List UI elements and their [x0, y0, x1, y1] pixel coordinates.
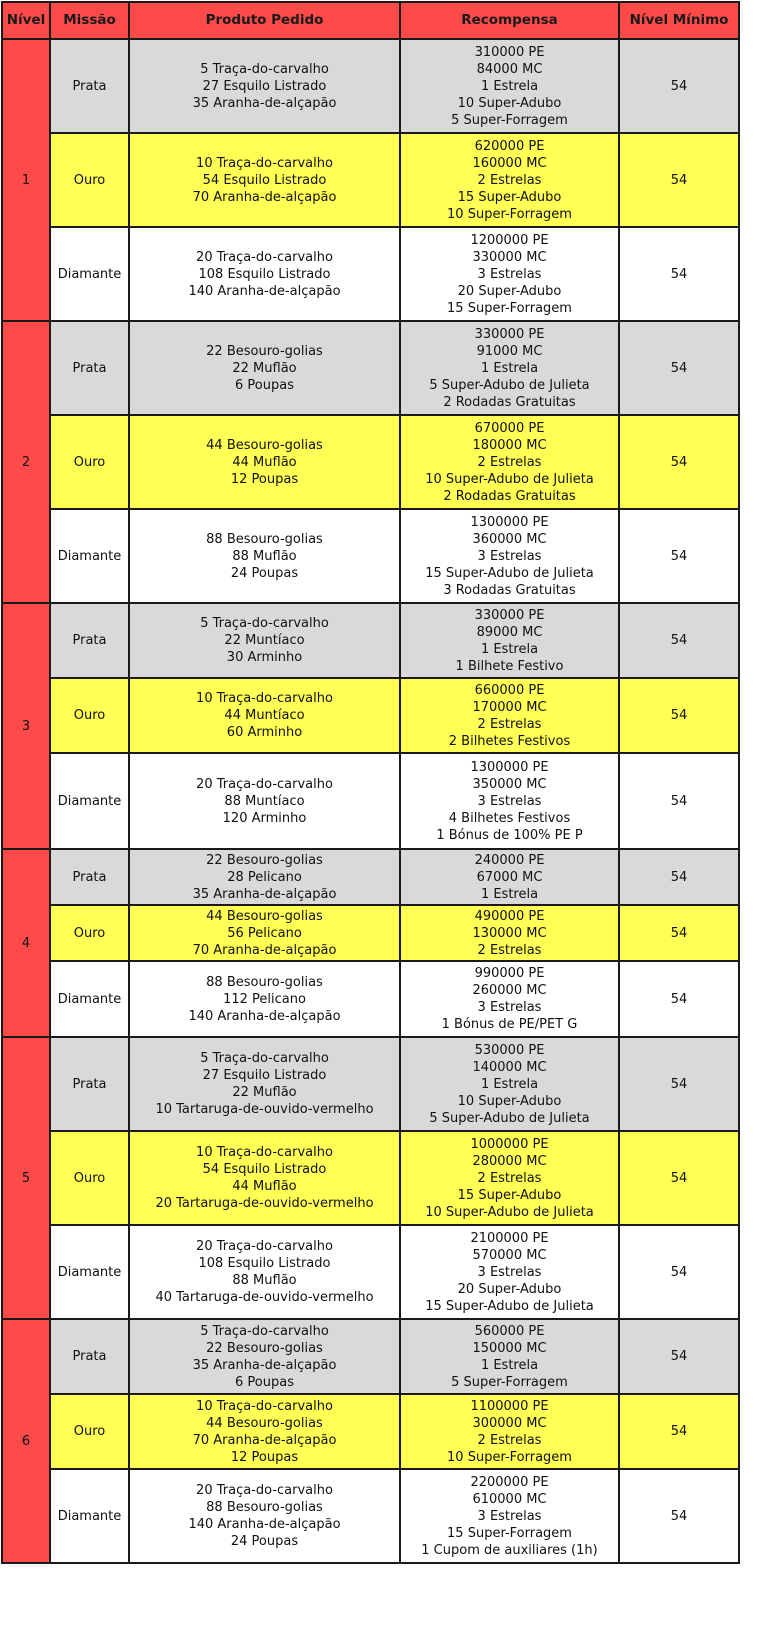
table-row [2, 1037, 739, 1131]
reward-item: 3 Estrelas [477, 1508, 542, 1524]
table-row [2, 961, 739, 1037]
product-item: 5 Traça-do-carvalho [200, 1051, 329, 1066]
product-item: 12 Poupas [230, 1449, 299, 1465]
reward-cell [400, 321, 619, 415]
reward-item: 1 Bilhete Festivo [455, 658, 564, 674]
product-item: 88 Besouro-golias [206, 531, 323, 547]
header-min-level: Nível Mínimo [619, 2, 739, 39]
reward-item: 2 Estrelas [477, 454, 542, 470]
reward-item: 160000 MC [472, 155, 547, 171]
reward-item: 15 Super-Adubo [457, 1187, 562, 1203]
min-level-cell: 54 [619, 227, 739, 321]
reward-cell [400, 849, 619, 905]
reward-item: 1 Estrela [480, 1357, 539, 1373]
reward-item: 260000 MC [472, 983, 547, 998]
header-product: Produto Pedido [129, 2, 400, 39]
reward-item: 15 Super-Forragem [447, 1525, 572, 1541]
reward-item: 20 Super-Adubo [457, 283, 562, 299]
product-item: 10 Traça-do-carvalho [196, 1398, 333, 1414]
reward-cell [400, 1037, 619, 1131]
min-level-cell: 54 [619, 961, 739, 1037]
reward-item: 3 Estrelas [477, 793, 542, 809]
product-item: 140 Aranha-de-alçapão [188, 1008, 341, 1024]
reward-item: 490000 PE [474, 908, 545, 924]
min-level-cell: 54 [619, 753, 739, 849]
product-item: 10 Tartaruga-de-ouvido-vermelho [155, 1102, 374, 1117]
product-cell [129, 1225, 400, 1319]
reward-item: 10 Super-Forragem [447, 1449, 572, 1465]
product-item: 120 Arminho [222, 810, 307, 826]
reward-item: 15 Super-Forragem [447, 300, 572, 316]
reward-item: 330000 PE [474, 607, 545, 623]
reward-item: 91000 MC [476, 343, 543, 359]
product-cell [129, 1131, 400, 1225]
product-cell [129, 39, 400, 133]
reward-item: 1 Estrela [480, 360, 539, 376]
product-item: 140 Aranha-de-alçapão [188, 283, 341, 299]
reward-item: 1300000 PE [470, 514, 549, 530]
reward-item: 3 Estrelas [477, 1000, 542, 1015]
level-cell: 3 [2, 603, 50, 849]
table-row [2, 603, 739, 678]
reward-item: 1200000 PE [470, 232, 549, 248]
product-item: 40 Tartaruga-de-ouvido-vermelho [155, 1290, 374, 1305]
mission-tier-cell: Diamante [50, 753, 129, 849]
reward-item: 1 Cupom de auxiliares (1h) [421, 1542, 598, 1558]
reward-item: 3 Estrelas [477, 266, 542, 282]
reward-item: 10 Super-Adubo [457, 1093, 562, 1109]
reward-item: 15 Super-Adubo de Julieta [425, 565, 594, 581]
min-level-cell: 54 [619, 321, 739, 415]
reward-item: 240000 PE [474, 852, 545, 868]
reward-item: 2 Estrelas [477, 172, 542, 188]
table-row [2, 321, 739, 415]
table-row [2, 753, 739, 849]
product-item: 88 Besouro-golias [206, 974, 323, 990]
reward-item: 180000 MC [472, 437, 547, 453]
reward-item: 5 Super-Adubo de Julieta [429, 377, 590, 393]
mission-tier-cell: Diamante [50, 1469, 129, 1563]
reward-item: 5 Super-Forragem [451, 1374, 568, 1390]
table-row [2, 1225, 739, 1319]
reward-item: 2 Bilhetes Festivos [448, 733, 571, 749]
table-row [2, 227, 739, 321]
product-item: 70 Aranha-de-alçapão [192, 189, 337, 205]
product-cell [129, 227, 400, 321]
reward-item: 610000 MC [472, 1491, 547, 1507]
mission-tier-cell: Ouro [50, 415, 129, 509]
product-item: 35 Aranha-de-alçapão [192, 95, 337, 111]
product-item: 112 Pelicano [223, 991, 306, 1007]
reward-item: 2 Estrelas [477, 1432, 542, 1448]
product-item: 22 Muntíaco [224, 633, 305, 648]
product-item: 108 Esquilo Listrado [198, 1256, 331, 1271]
level-cell: 4 [2, 849, 50, 1037]
level-cell: 5 [2, 1037, 50, 1319]
product-item: 20 Traça-do-carvalho [196, 1483, 333, 1498]
header-row [2, 2, 739, 39]
product-item: 10 Traça-do-carvalho [196, 1145, 333, 1160]
product-item: 88 Muflão [232, 1273, 297, 1288]
mission-tier-cell: Prata [50, 39, 129, 133]
product-cell [129, 1037, 400, 1131]
min-level-cell: 54 [619, 1394, 739, 1469]
reward-cell [400, 905, 619, 961]
reward-item: 330000 PE [474, 326, 545, 342]
reward-cell [400, 1225, 619, 1319]
reward-item: 5 Super-Adubo de Julieta [429, 1110, 590, 1126]
product-cell [129, 415, 400, 509]
product-item: 30 Arminho [226, 650, 303, 665]
mission-tier-cell: Prata [50, 849, 129, 905]
reward-cell [400, 1131, 619, 1225]
reward-cell [400, 678, 619, 753]
product-cell [129, 509, 400, 603]
reward-item: 1100000 PE [470, 1398, 549, 1414]
product-item: 44 Besouro-golias [206, 1415, 323, 1431]
reward-item: 20 Super-Adubo [457, 1281, 562, 1297]
reward-item: 1 Estrela [480, 886, 539, 902]
reward-item: 3 Estrelas [477, 1264, 542, 1280]
product-cell [129, 849, 400, 905]
product-item: 22 Besouro-golias [206, 852, 323, 868]
product-item: 5 Traça-do-carvalho [200, 616, 329, 631]
mission-tier-cell: Ouro [50, 678, 129, 753]
reward-item: 1 Bónus de PE/PET G [441, 1017, 578, 1032]
reward-item: 670000 PE [474, 420, 545, 436]
reward-item: 280000 MC [472, 1153, 547, 1169]
reward-item: 10 Super-Adubo de Julieta [425, 1204, 594, 1220]
reward-cell [400, 509, 619, 603]
product-item: 20 Tartaruga-de-ouvido-vermelho [155, 1196, 374, 1211]
mission-tier-cell: Ouro [50, 1394, 129, 1469]
product-cell [129, 753, 400, 849]
min-level-cell: 54 [619, 133, 739, 227]
product-item: 60 Arminho [226, 725, 303, 740]
table-header [2, 2, 739, 39]
min-level-cell: 54 [619, 1225, 739, 1319]
reward-item: 310000 PE [474, 44, 545, 60]
reward-item: 140000 MC [472, 1059, 547, 1075]
min-level-cell: 54 [619, 905, 739, 961]
mission-tier-cell: Prata [50, 603, 129, 678]
reward-cell [400, 1394, 619, 1469]
min-level-cell: 54 [619, 509, 739, 603]
reward-item: 170000 MC [472, 699, 547, 715]
min-level-cell: 54 [619, 1037, 739, 1131]
product-cell [129, 321, 400, 415]
level-cell: 1 [2, 39, 50, 321]
reward-cell [400, 415, 619, 509]
reward-item: 660000 PE [474, 682, 545, 698]
quest-table [1, 1, 740, 1564]
product-cell [129, 961, 400, 1037]
min-level-cell: 54 [619, 39, 739, 133]
product-item: 28 Pelicano [227, 869, 302, 885]
product-item: 44 Besouro-golias [206, 908, 323, 924]
product-item: 22 Muflão [232, 360, 297, 376]
product-item: 44 Muntíaco [224, 708, 305, 723]
reward-item: 2 Estrelas [477, 716, 542, 732]
product-cell [129, 1394, 400, 1469]
product-item: 35 Aranha-de-alçapão [192, 886, 337, 902]
min-level-cell: 54 [619, 678, 739, 753]
reward-item: 2200000 PE [470, 1474, 549, 1490]
product-item: 54 Esquilo Listrado [202, 172, 327, 188]
product-item: 24 Poupas [230, 565, 299, 581]
mission-tier-cell: Prata [50, 1319, 129, 1394]
product-item: 54 Esquilo Listrado [202, 1162, 327, 1177]
table-row [2, 905, 739, 961]
reward-item: 330000 MC [472, 249, 547, 265]
mission-tier-cell: Diamante [50, 509, 129, 603]
mission-tier-cell: Diamante [50, 227, 129, 321]
mission-tier-cell: Diamante [50, 961, 129, 1037]
table-row [2, 849, 739, 905]
reward-item: 360000 MC [472, 531, 547, 547]
reward-item: 350000 MC [472, 776, 547, 792]
product-item: 88 Muntíaco [224, 793, 305, 809]
mission-tier-cell: Prata [50, 321, 129, 415]
reward-item: 5 Super-Forragem [451, 112, 568, 128]
table-row [2, 1131, 739, 1225]
product-item: 108 Esquilo Listrado [198, 266, 331, 282]
reward-cell [400, 227, 619, 321]
reward-item: 560000 PE [474, 1323, 545, 1339]
reward-item: 570000 MC [472, 1247, 547, 1263]
table-row [2, 1319, 739, 1394]
reward-item: 10 Super-Forragem [447, 206, 572, 222]
mission-tier-cell: Ouro [50, 905, 129, 961]
reward-item: 530000 PE [474, 1042, 545, 1058]
reward-item: 300000 MC [472, 1415, 547, 1431]
reward-cell [400, 1319, 619, 1394]
reward-item: 15 Super-Adubo de Julieta [425, 1298, 594, 1314]
reward-item: 3 Estrelas [477, 548, 542, 564]
product-item: 44 Muflão [232, 454, 297, 470]
product-item: 6 Poupas [235, 1374, 294, 1390]
reward-item: 89000 MC [476, 624, 543, 640]
reward-item: 10 Super-Adubo [457, 95, 562, 111]
reward-item: 2 Estrelas [477, 942, 542, 958]
table-row [2, 678, 739, 753]
product-item: 88 Muflão [232, 548, 297, 564]
mission-tier-cell: Ouro [50, 133, 129, 227]
product-item: 35 Aranha-de-alçapão [192, 1357, 337, 1373]
min-level-cell: 54 [619, 415, 739, 509]
reward-item: 15 Super-Adubo [457, 189, 562, 205]
product-item: 5 Traça-do-carvalho [200, 61, 329, 77]
product-item: 10 Traça-do-carvalho [196, 691, 333, 706]
table-row [2, 415, 739, 509]
header-reward: Recompensa [400, 2, 619, 39]
reward-item: 1 Bónus de 100% PE P [436, 827, 583, 843]
product-item: 24 Poupas [230, 1534, 299, 1549]
product-item: 70 Aranha-de-alçapão [192, 942, 337, 958]
min-level-cell: 54 [619, 603, 739, 678]
reward-item: 1 Estrela [480, 78, 539, 94]
product-item: 22 Muflão [232, 1085, 297, 1100]
reward-cell [400, 961, 619, 1037]
table-row [2, 509, 739, 603]
reward-cell [400, 133, 619, 227]
product-item: 6 Poupas [235, 377, 294, 393]
product-item: 140 Aranha-de-alçapão [188, 1517, 341, 1532]
reward-cell [400, 753, 619, 849]
reward-item: 150000 MC [472, 1340, 547, 1356]
table-row [2, 1394, 739, 1469]
level-cell: 6 [2, 1319, 50, 1563]
reward-item: 1 Estrela [480, 1076, 539, 1092]
product-item: 70 Aranha-de-alçapão [192, 1432, 337, 1448]
product-cell [129, 678, 400, 753]
product-item: 20 Traça-do-carvalho [196, 249, 333, 265]
reward-item: 2 Estrelas [477, 1170, 542, 1186]
product-cell [129, 1319, 400, 1394]
reward-item: 2 Rodadas Gratuitas [443, 394, 576, 410]
reward-item: 3 Rodadas Gratuitas [443, 582, 576, 598]
reward-cell [400, 39, 619, 133]
reward-item: 1300000 PE [470, 759, 549, 775]
reward-item: 2 Rodadas Gratuitas [443, 488, 576, 504]
reward-item: 2100000 PE [470, 1230, 549, 1246]
product-item: 5 Traça-do-carvalho [200, 1323, 329, 1339]
product-cell [129, 905, 400, 961]
product-item: 10 Traça-do-carvalho [196, 155, 333, 171]
mission-tier-cell: Diamante [50, 1225, 129, 1319]
product-cell [129, 603, 400, 678]
product-item: 22 Besouro-golias [206, 1340, 323, 1356]
reward-item: 1000000 PE [470, 1136, 549, 1152]
min-level-cell: 54 [619, 849, 739, 905]
reward-item: 4 Bilhetes Festivos [448, 810, 571, 826]
reward-item: 990000 PE [474, 966, 545, 981]
product-item: 22 Besouro-golias [206, 343, 323, 359]
reward-item: 67000 MC [476, 869, 543, 885]
table-row [2, 133, 739, 227]
table-row [2, 39, 739, 133]
min-level-cell: 54 [619, 1131, 739, 1225]
product-item: 12 Poupas [230, 471, 299, 487]
reward-item: 1 Estrela [480, 641, 539, 657]
min-level-cell: 54 [619, 1319, 739, 1394]
product-item: 20 Traça-do-carvalho [196, 1239, 333, 1254]
reward-item: 10 Super-Adubo de Julieta [425, 471, 594, 487]
product-item: 27 Esquilo Listrado [202, 1068, 327, 1083]
reward-item: 620000 PE [474, 138, 545, 154]
level-cell: 2 [2, 321, 50, 603]
table-row [2, 1469, 739, 1563]
header-level: Nível [2, 2, 50, 39]
product-item: 20 Traça-do-carvalho [196, 776, 333, 792]
reward-item: 84000 MC [476, 61, 543, 77]
product-item: 56 Pelicano [227, 925, 302, 941]
product-item: 88 Besouro-golias [206, 1500, 323, 1515]
product-item: 44 Muflão [232, 1179, 297, 1194]
table-body [2, 39, 739, 1563]
product-item: 27 Esquilo Listrado [202, 78, 327, 94]
product-cell [129, 133, 400, 227]
product-cell [129, 1469, 400, 1563]
mission-tier-cell: Prata [50, 1037, 129, 1131]
header-mission: Missão [50, 2, 129, 39]
min-level-cell: 54 [619, 1469, 739, 1563]
mission-tier-cell: Ouro [50, 1131, 129, 1225]
reward-cell [400, 603, 619, 678]
reward-item: 130000 MC [472, 925, 547, 941]
product-item: 44 Besouro-golias [206, 437, 323, 453]
reward-cell [400, 1469, 619, 1563]
